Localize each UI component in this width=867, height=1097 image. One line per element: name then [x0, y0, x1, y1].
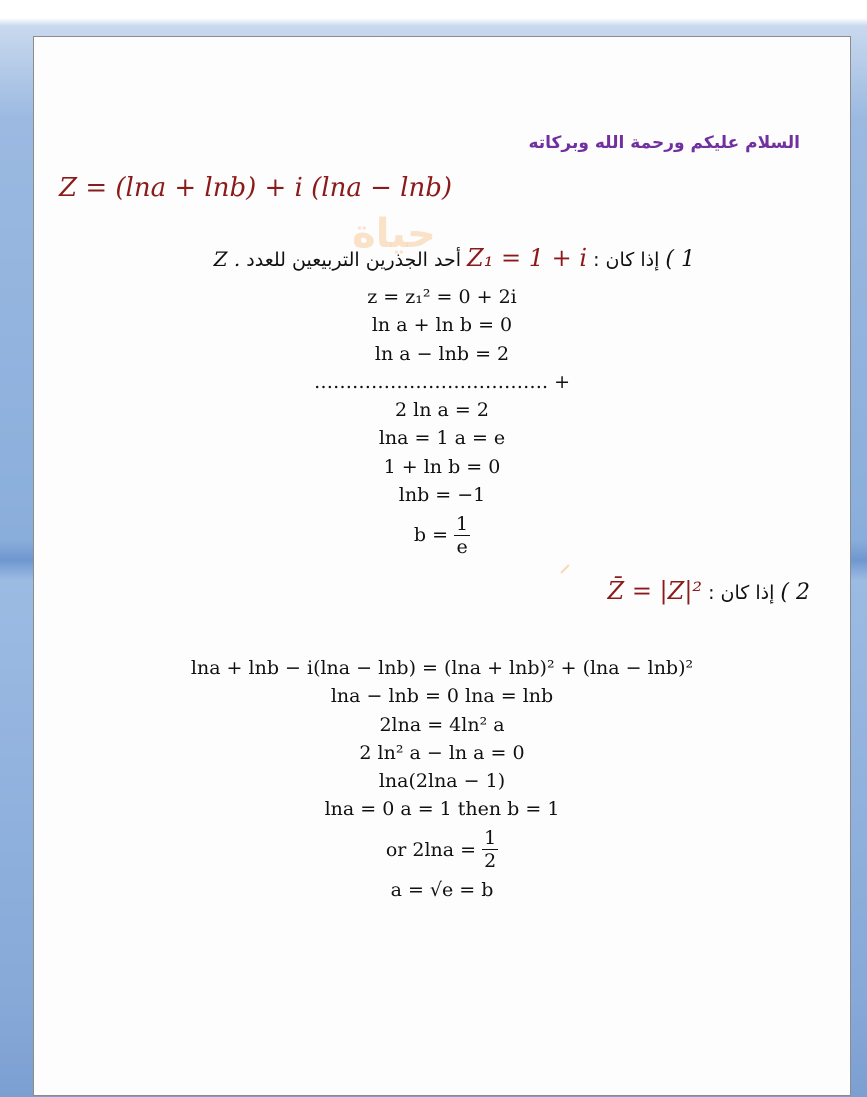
greeting-text: السلام عليكم ورحمة الله وبركاته	[528, 133, 800, 153]
question-2-math: Z̄ = |Z|²	[607, 577, 703, 605]
math-line: lna(2lna − 1)	[378, 770, 506, 793]
math-line: lnb = −1	[398, 484, 486, 507]
watermark-mark	[559, 563, 571, 575]
fraction	[454, 513, 470, 558]
if-text: إذا كان :	[708, 582, 775, 604]
solution-1	[34, 283, 850, 561]
math-line: ln a − lnb = 2	[374, 342, 510, 365]
question-number: 1 )	[665, 247, 695, 272]
fraction-line	[34, 509, 850, 561]
question-1-math: Z₁ = 1 + i	[467, 244, 588, 272]
question-1-math-after: Z .	[213, 247, 241, 271]
math-line: 2 ln² a − ln a = 0	[359, 741, 525, 764]
main-equation: Z = (lna + lnb) + i (lna − lnb)	[59, 173, 453, 203]
question-2	[608, 577, 810, 605]
question-1	[214, 244, 695, 272]
fraction-prefix: or 2lna =	[385, 838, 477, 861]
question-1-statement: أحد الجذرين التربيعين للعدد	[246, 249, 461, 271]
math-line: ………………………………. +	[314, 370, 570, 393]
svg-text:حياة: حياة	[352, 211, 436, 257]
fraction-denominator: 2	[484, 850, 497, 873]
math-line: 2lna = 4ln² a	[379, 713, 505, 736]
if-text: إذا كان :	[593, 249, 660, 271]
math-line: lna + lnb − i(lna − lnb) = (lna + lnb)² + (lna − lnb)²	[190, 657, 694, 679]
math-line: z = z₁² = 0 + 2i	[367, 286, 517, 308]
solution-2	[34, 654, 850, 904]
fraction-line	[34, 824, 850, 876]
math-line: ln a + ln b = 0	[371, 314, 513, 337]
math-line: 1 + ln b = 0	[383, 455, 501, 478]
fraction-numerator: 1	[484, 827, 497, 850]
fraction-numerator: 1	[456, 512, 469, 535]
fraction-denominator: e	[456, 535, 468, 558]
document-page	[33, 36, 851, 1096]
math-line: 2 ln a = 2	[395, 399, 489, 422]
question-number: 2 )	[780, 580, 810, 605]
math-line: a = √e = b	[390, 878, 494, 901]
fraction	[482, 827, 498, 872]
math-line: lna − lnb = 0 lna = lnb	[330, 685, 554, 708]
math-line: lna = 0 a = 1 then b = 1	[324, 798, 560, 821]
fraction-prefix: b =	[413, 524, 449, 547]
math-line: lna = 1 a = e	[378, 427, 506, 450]
